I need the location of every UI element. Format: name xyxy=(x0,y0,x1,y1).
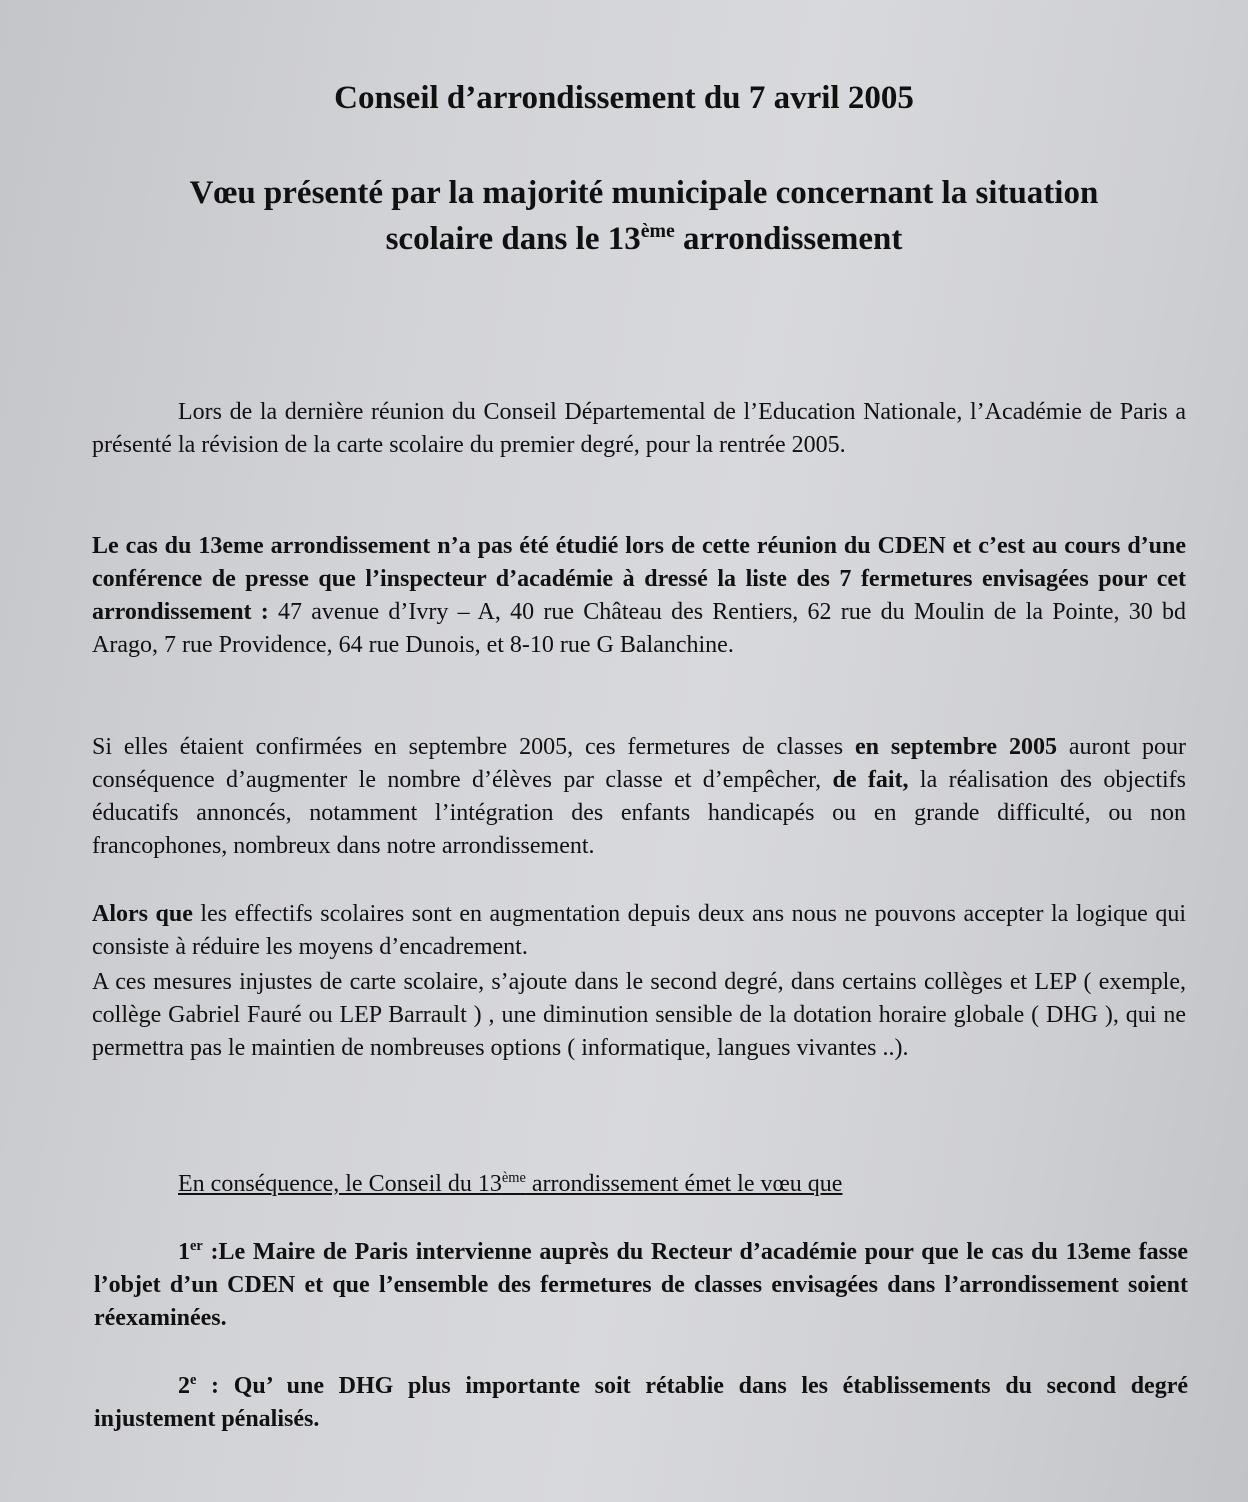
item-1-number: 1 xyxy=(178,1239,190,1265)
document-heading xyxy=(60,170,1228,262)
item-2-superscript: e xyxy=(190,1372,197,1388)
document-title: Conseil d’arrondissement du 7 avril 2005 xyxy=(334,80,914,116)
heading-line-2-pre: scolaire dans le 13 xyxy=(385,221,641,257)
item-2-number: 2 xyxy=(178,1373,190,1399)
paragraph-3-d: de fait, xyxy=(832,767,909,793)
paragraph-3-e: la réalisation des objectifs éducatifs annoncés, notamment l’intégration des enfants handicapés ou en grande difficulté, ou non francophones, nombreux dans notre arrondissement. xyxy=(92,767,1186,859)
heading-line-2 xyxy=(60,216,1228,262)
item-1-text: :Le Maire de Paris intervienne auprès du Recteur d’académie pour que le cas du 13eme fasse l’objet d’un CDEN et que l’ensemble des fermetures de classes envisagées dans l’arrondissement soient réexaminées. xyxy=(94,1239,1188,1331)
heading-line-2-post: arrondissement xyxy=(674,221,903,257)
paragraph-4-rest: les effectifs scolaires sont en augmentation depuis deux ans nous ne pouvons accepter la logique qui consiste à réduire les moyens d’encadrement. xyxy=(92,901,1186,960)
paragraph-1: Lors de la dernière réunion du Conseil Départemental de l’Education Nationale, l’Académie de Paris a présenté la révision de la carte scolaire du premier degré, pour la rentrée 2005. xyxy=(92,399,1186,458)
paragraph-2-rest: 47 avenue d’Ivry – A, 40 rue Château des Rentiers, 62 rue du Moulin de la Pointe, 30 bd Arago, 7 rue Providence, 64 rue Dunois, et 8-10 rue G Balanchine. xyxy=(92,599,1186,658)
consequence-line xyxy=(178,1168,842,1201)
item-2-text: : Qu’ une DHG plus importante soit rétablie dans les établissements du second degré injustement pénalisés. xyxy=(94,1373,1188,1432)
consequence-superscript: ème xyxy=(501,1170,526,1186)
paragraph-3-c: auront pour conséquence d’augmenter le nombre d’élèves par classe et d’empêcher, xyxy=(92,734,1187,793)
consequence-pre: En conséquence, le Conseil du 13 xyxy=(178,1171,502,1197)
paragraph-5: A ces mesures injustes de carte scolaire, s’ajoute dans le second degré, dans certains collèges et LEP ( exemple, collège Gabriel Fauré ou LEP Barrault ) , une diminution sensible de la dotation horaire globale ( DHG ), qui ne permettra pas le maintien de nombreuses options ( informatique, langues vivantes ..). xyxy=(92,969,1186,1061)
paragraph-2-bold: Le cas du 13eme arrondissement n’a pas été étudié lors de cette réunion du CDEN et c’est au cours d’une conférence de presse que l’inspecteur d’académie à dressé la liste des 7 fermetures envisagées pour cet arrondissement : xyxy=(92,533,1186,625)
heading-line-1: Vœu présenté par la majorité municipale concernant la situation xyxy=(189,175,1099,211)
paragraph-3-a: Si elles étaient confirmées en septembre 2005, ces fermetures de classes xyxy=(92,734,855,760)
resolution-item-1 xyxy=(94,1236,1188,1335)
heading-superscript: ème xyxy=(640,220,675,242)
paragraph-4 xyxy=(92,898,1186,964)
resolution-item-2 xyxy=(94,1370,1188,1436)
paragraph-4-bold: Alors que xyxy=(92,901,193,927)
consequence-post: arrondissement émet le vœu que xyxy=(525,1171,843,1197)
item-1-superscript: er xyxy=(190,1238,203,1254)
paragraph-3-b: en septembre 2005 xyxy=(855,734,1057,760)
paragraph-3 xyxy=(92,731,1186,863)
paragraph-2 xyxy=(92,530,1186,662)
